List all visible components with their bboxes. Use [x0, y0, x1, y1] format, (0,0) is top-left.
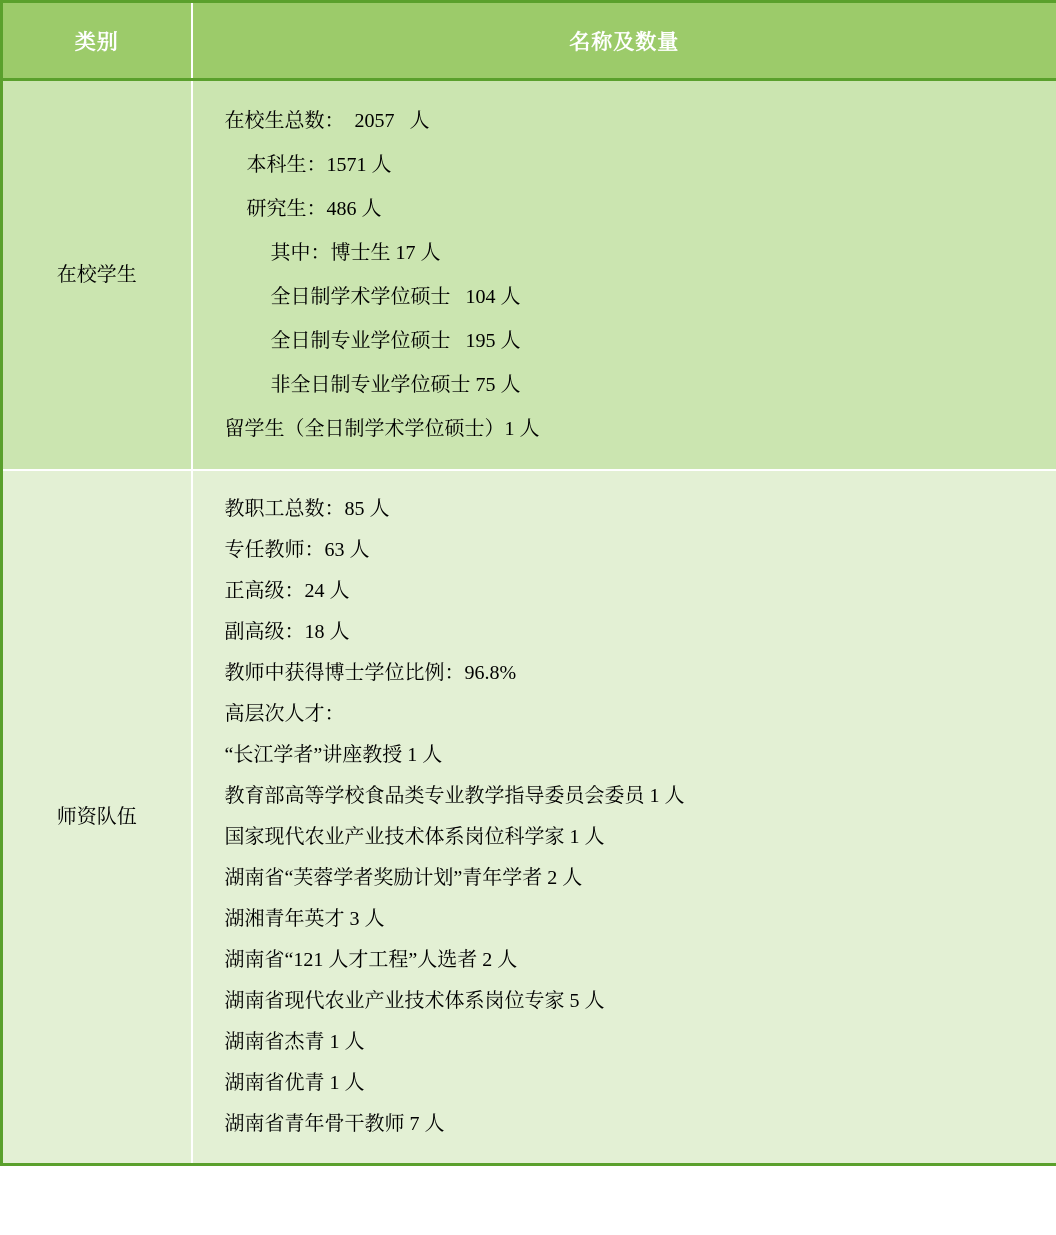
line-item: 湖南省青年骨干教师 7 人 [224, 1113, 445, 1135]
line-item: 留学生（全日制学术学位硕士）1 人 [224, 418, 540, 440]
line-item: 湖湘青年英才 3 人 [224, 908, 385, 930]
row-category-students: 在校学生 [2, 80, 192, 471]
table-row [2, 470, 1056, 1165]
line-item: 国家现代农业产业技术体系岗位科学家 1 人 [224, 826, 605, 848]
line-item: 非全日制专业学位硕士 75 人 [270, 374, 521, 396]
line-item: “长江学者”讲座教授 1 人 [224, 744, 443, 766]
line-item: 专任教师：63 人 [224, 539, 370, 561]
row-category-faculty: 师资队伍 [2, 470, 192, 1165]
line-item: 全日制专业学位硕士 195 人 [270, 330, 521, 352]
column-header-content: 名称及数量 [192, 2, 1056, 80]
student-lines [225, 99, 1047, 451]
line-item: 其中：博士生 17 人 [270, 242, 441, 264]
line-item: 教育部高等学校食品类专业教学指导委员会委员 1 人 [224, 785, 685, 807]
line-item: 湖南省“芙蓉学者奖励计划”青年学者 2 人 [224, 867, 583, 889]
table-body [2, 80, 1056, 1165]
line-item: 在校生总数： 2057 人 [224, 110, 430, 132]
table-row [2, 80, 1056, 471]
line-item: 湖南省现代农业产业技术体系岗位专家 5 人 [224, 990, 605, 1012]
table-header [2, 2, 1056, 80]
table-header-row [2, 2, 1056, 80]
line-item: 全日制学术学位硕士 104 人 [270, 286, 521, 308]
line-item: 湖南省杰青 1 人 [224, 1031, 365, 1053]
row-content-faculty [192, 470, 1056, 1165]
line-item: 研究生：486 人 [246, 198, 382, 220]
line-item: 正高级：24 人 [224, 580, 350, 602]
line-item: 湖南省“121 人才工程”人选者 2 人 [224, 949, 518, 971]
row-content-students [192, 80, 1056, 471]
line-item: 湖南省优青 1 人 [224, 1072, 365, 1094]
line-item: 副高级：18 人 [224, 621, 350, 643]
column-header-category: 类别 [2, 2, 192, 80]
line-item: 本科生：1571 人 [246, 154, 392, 176]
faculty-lines [225, 489, 1047, 1145]
line-item: 教职工总数：85 人 [224, 498, 390, 520]
line-item: 教师中获得博士学位比例：96.8% [224, 662, 517, 684]
line-item: 高层次人才： [224, 703, 345, 725]
